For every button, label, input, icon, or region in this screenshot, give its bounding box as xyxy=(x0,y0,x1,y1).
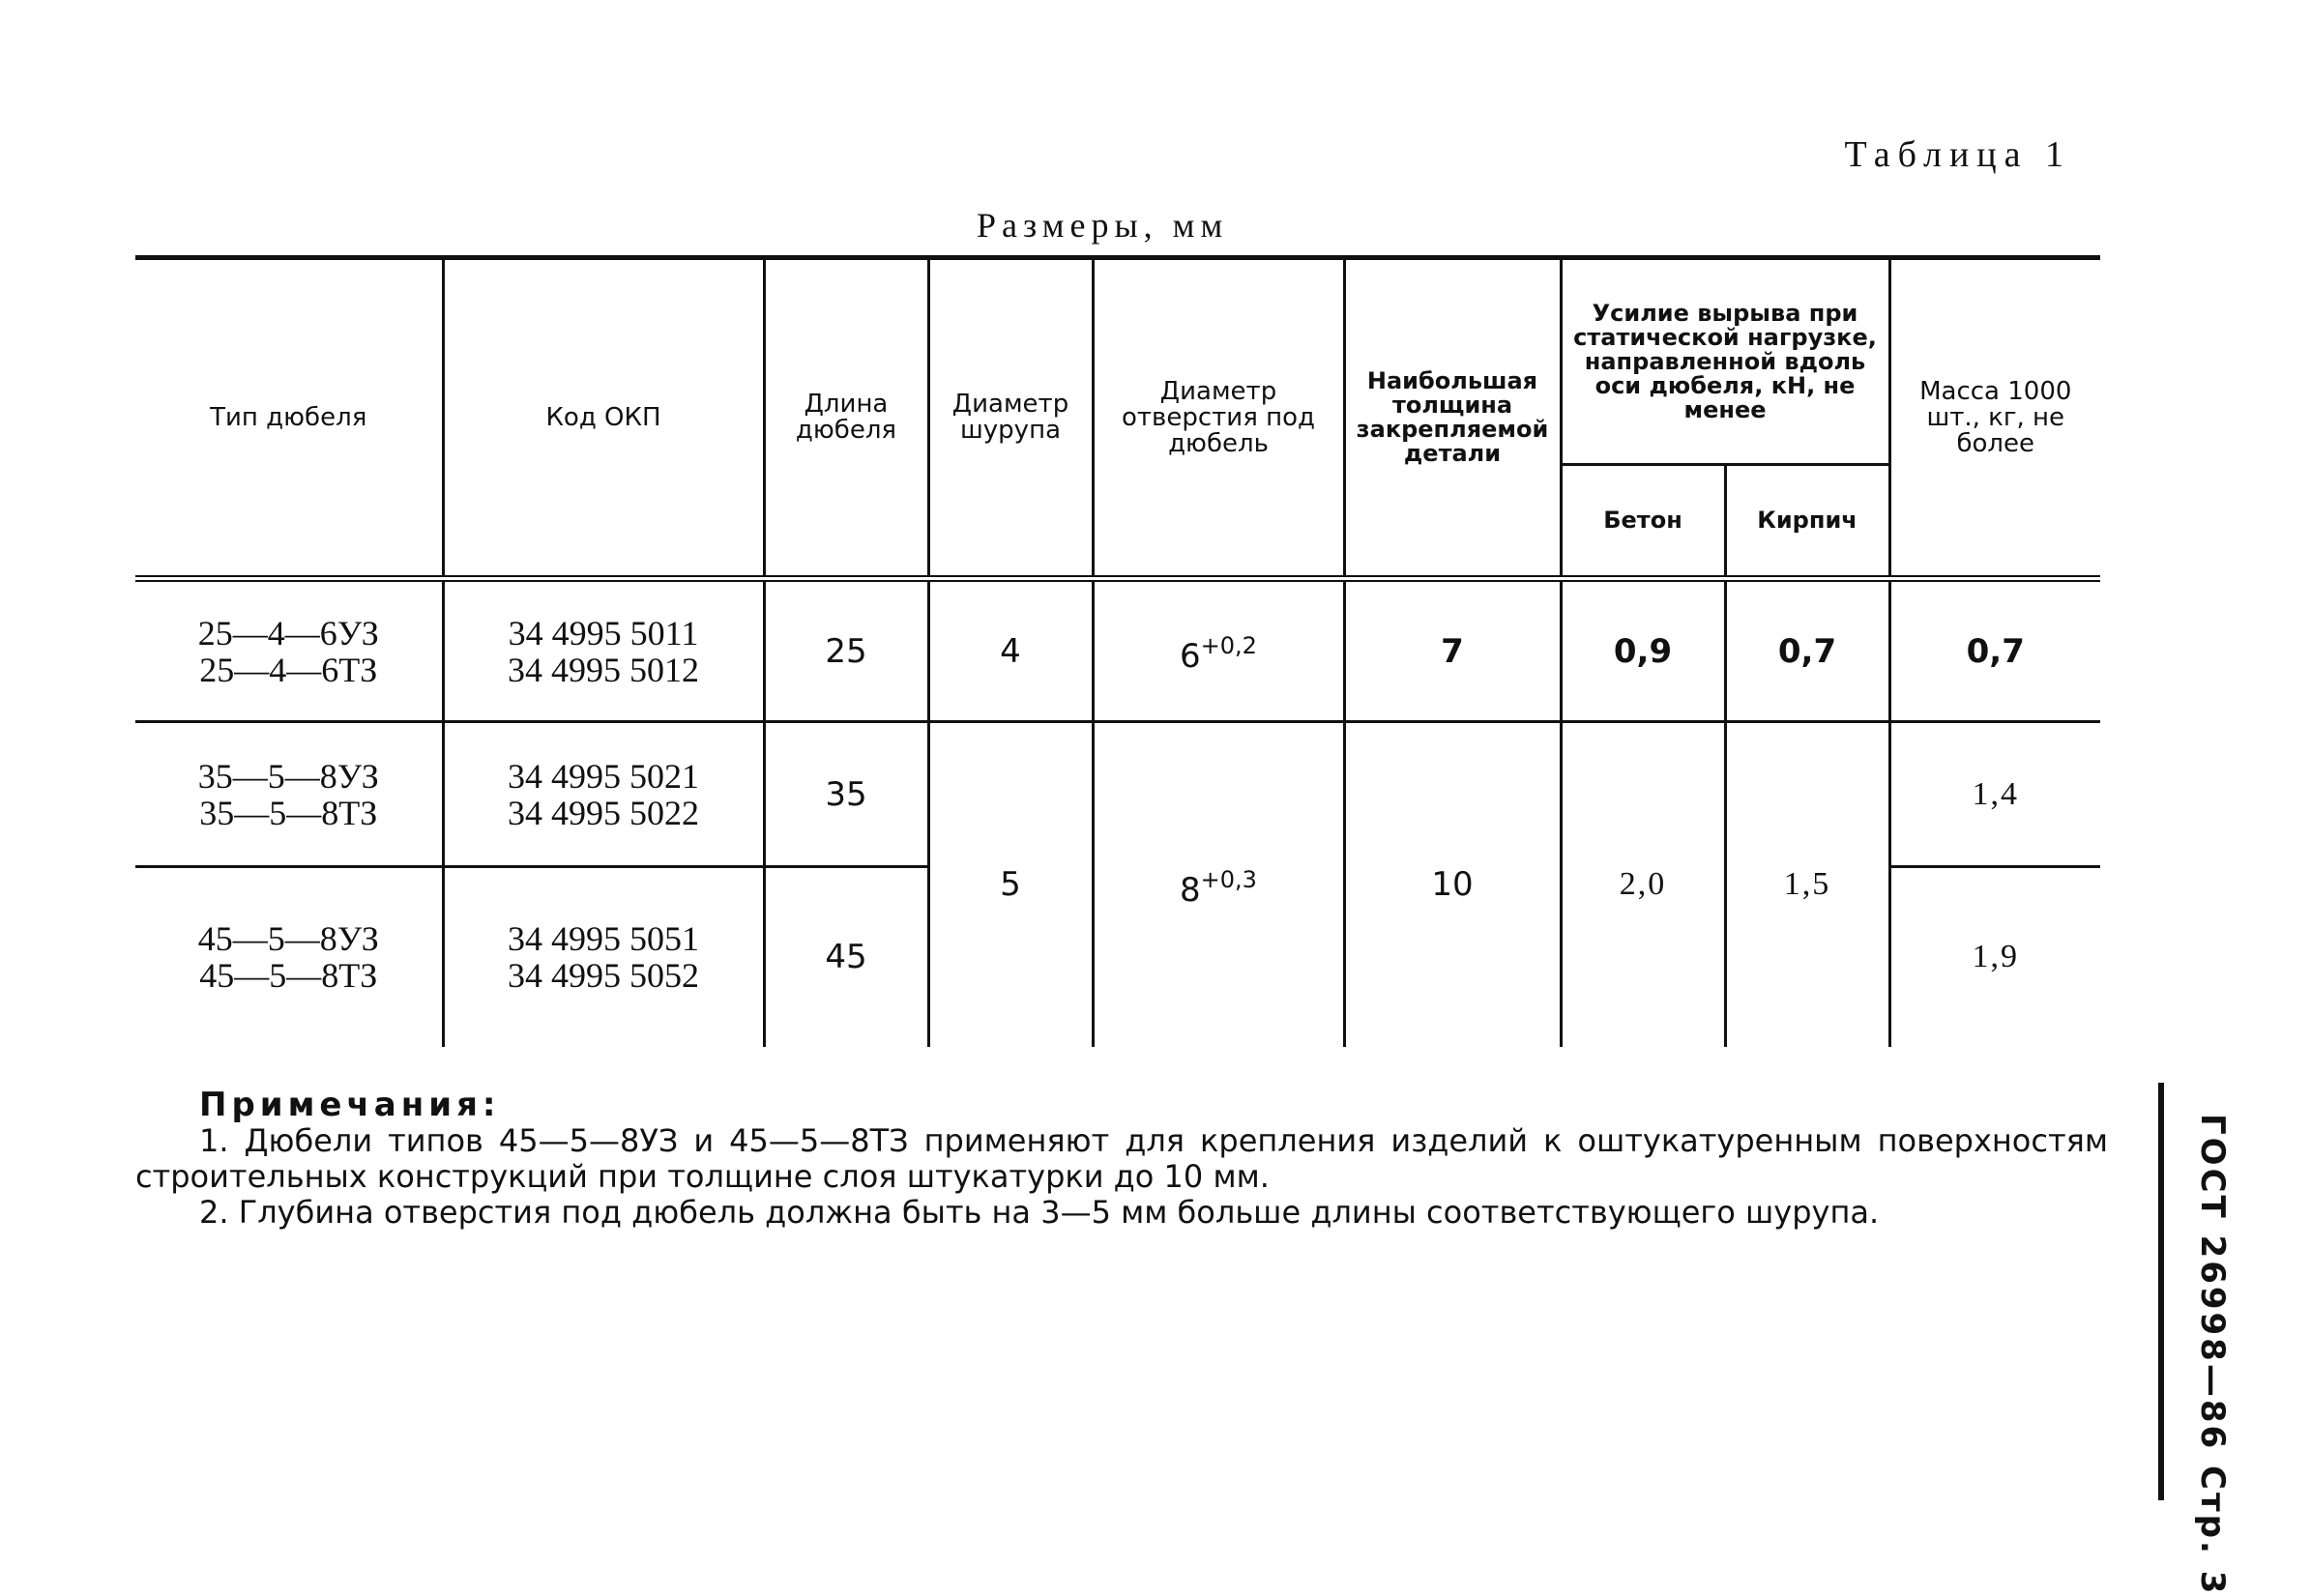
okp-code-cell: 34 4995 5021 34 4995 5022 xyxy=(443,722,764,867)
brick-force-cell: 1,5 xyxy=(1725,722,1889,1047)
dowel-length-cell: 25 xyxy=(764,579,928,722)
table-notes xyxy=(135,1088,2108,1231)
table-row xyxy=(135,579,2100,722)
col-header-brick: Кирпич xyxy=(1725,465,1889,579)
mass-cell: 0,7 xyxy=(1889,579,2100,722)
okp-code-cell: 34 4995 5051 34 4995 5052 xyxy=(443,867,764,1047)
hole-diameter-cell: $6^{+0,2}$ xyxy=(1093,579,1344,722)
dowel-type-cell: 25—4—6УЗ 25—4—6ТЗ xyxy=(135,579,443,722)
mass-cell: 1,4 xyxy=(1889,722,2100,867)
col-header-mass: Масса 1000 шт., кг, не более xyxy=(1889,258,2100,579)
col-header-pull-force: Усилие вырыва при статической нагрузке, направленной вдоль оси дюбеля, кН, не менее xyxy=(1561,258,1889,465)
concrete-force-cell: 0,9 xyxy=(1561,579,1725,722)
max-thickness-cell: 7 xyxy=(1344,579,1561,722)
hole-diameter-cell: $8^{+0,3}$ xyxy=(1093,722,1344,1047)
col-header-type: Тип дюбеля xyxy=(135,258,443,579)
screw-diameter-cell: 5 xyxy=(928,722,1093,1047)
mass-cell: 1,9 xyxy=(1889,867,2100,1047)
table-units-caption: Размеры, мм xyxy=(977,206,1229,245)
note-item: 1. Дюбели типов 45—5—8УЗ и 45—5—8ТЗ применяют для крепления изделий к оштукатуренным поверхностям строительных конструкций при толщине слоя штукатурки до 10 мм. xyxy=(135,1122,2108,1195)
dowel-type-cell: 45—5—8УЗ 45—5—8ТЗ xyxy=(135,867,443,1047)
standard-page-header: ГОСТ 26998—86 Стр. 3 xyxy=(2193,1114,2232,1596)
brick-force-cell: 0,7 xyxy=(1725,579,1889,722)
col-header-max-thickness: Наибольшая толщина закрепляемой детали xyxy=(1344,258,1561,579)
col-header-hole-diameter: Диаметр отверстия под дюбель xyxy=(1093,258,1344,579)
dowel-dimensions-table xyxy=(135,255,2100,1047)
max-thickness-cell: 10 xyxy=(1344,722,1561,1047)
notes-title: Примечания: xyxy=(199,1086,501,1124)
table-row xyxy=(135,722,2100,867)
col-header-screw-diameter: Диаметр шурупа xyxy=(928,258,1093,579)
dowel-length-cell: 35 xyxy=(764,722,928,867)
margin-rule xyxy=(2158,1083,2164,1500)
col-header-dowel-length: Длина дюбеля xyxy=(764,258,928,579)
concrete-force-cell: 2,0 xyxy=(1561,722,1725,1047)
okp-code-cell: 34 4995 5011 34 4995 5012 xyxy=(443,579,764,722)
table-number: Таблица 1 xyxy=(1844,134,2071,175)
dowel-length-cell: 45 xyxy=(764,867,928,1047)
screw-diameter-cell: 4 xyxy=(928,579,1093,722)
col-header-okp-code: Код ОКП xyxy=(443,258,764,579)
note-item: 2. Глубина отверстия под дюбель должна быть на 3—5 мм больше длины соответствующего шурупа. xyxy=(199,1194,1880,1231)
col-header-concrete: Бетон xyxy=(1561,465,1725,579)
dowel-type-cell: 35—5—8УЗ 35—5—8ТЗ xyxy=(135,722,443,867)
